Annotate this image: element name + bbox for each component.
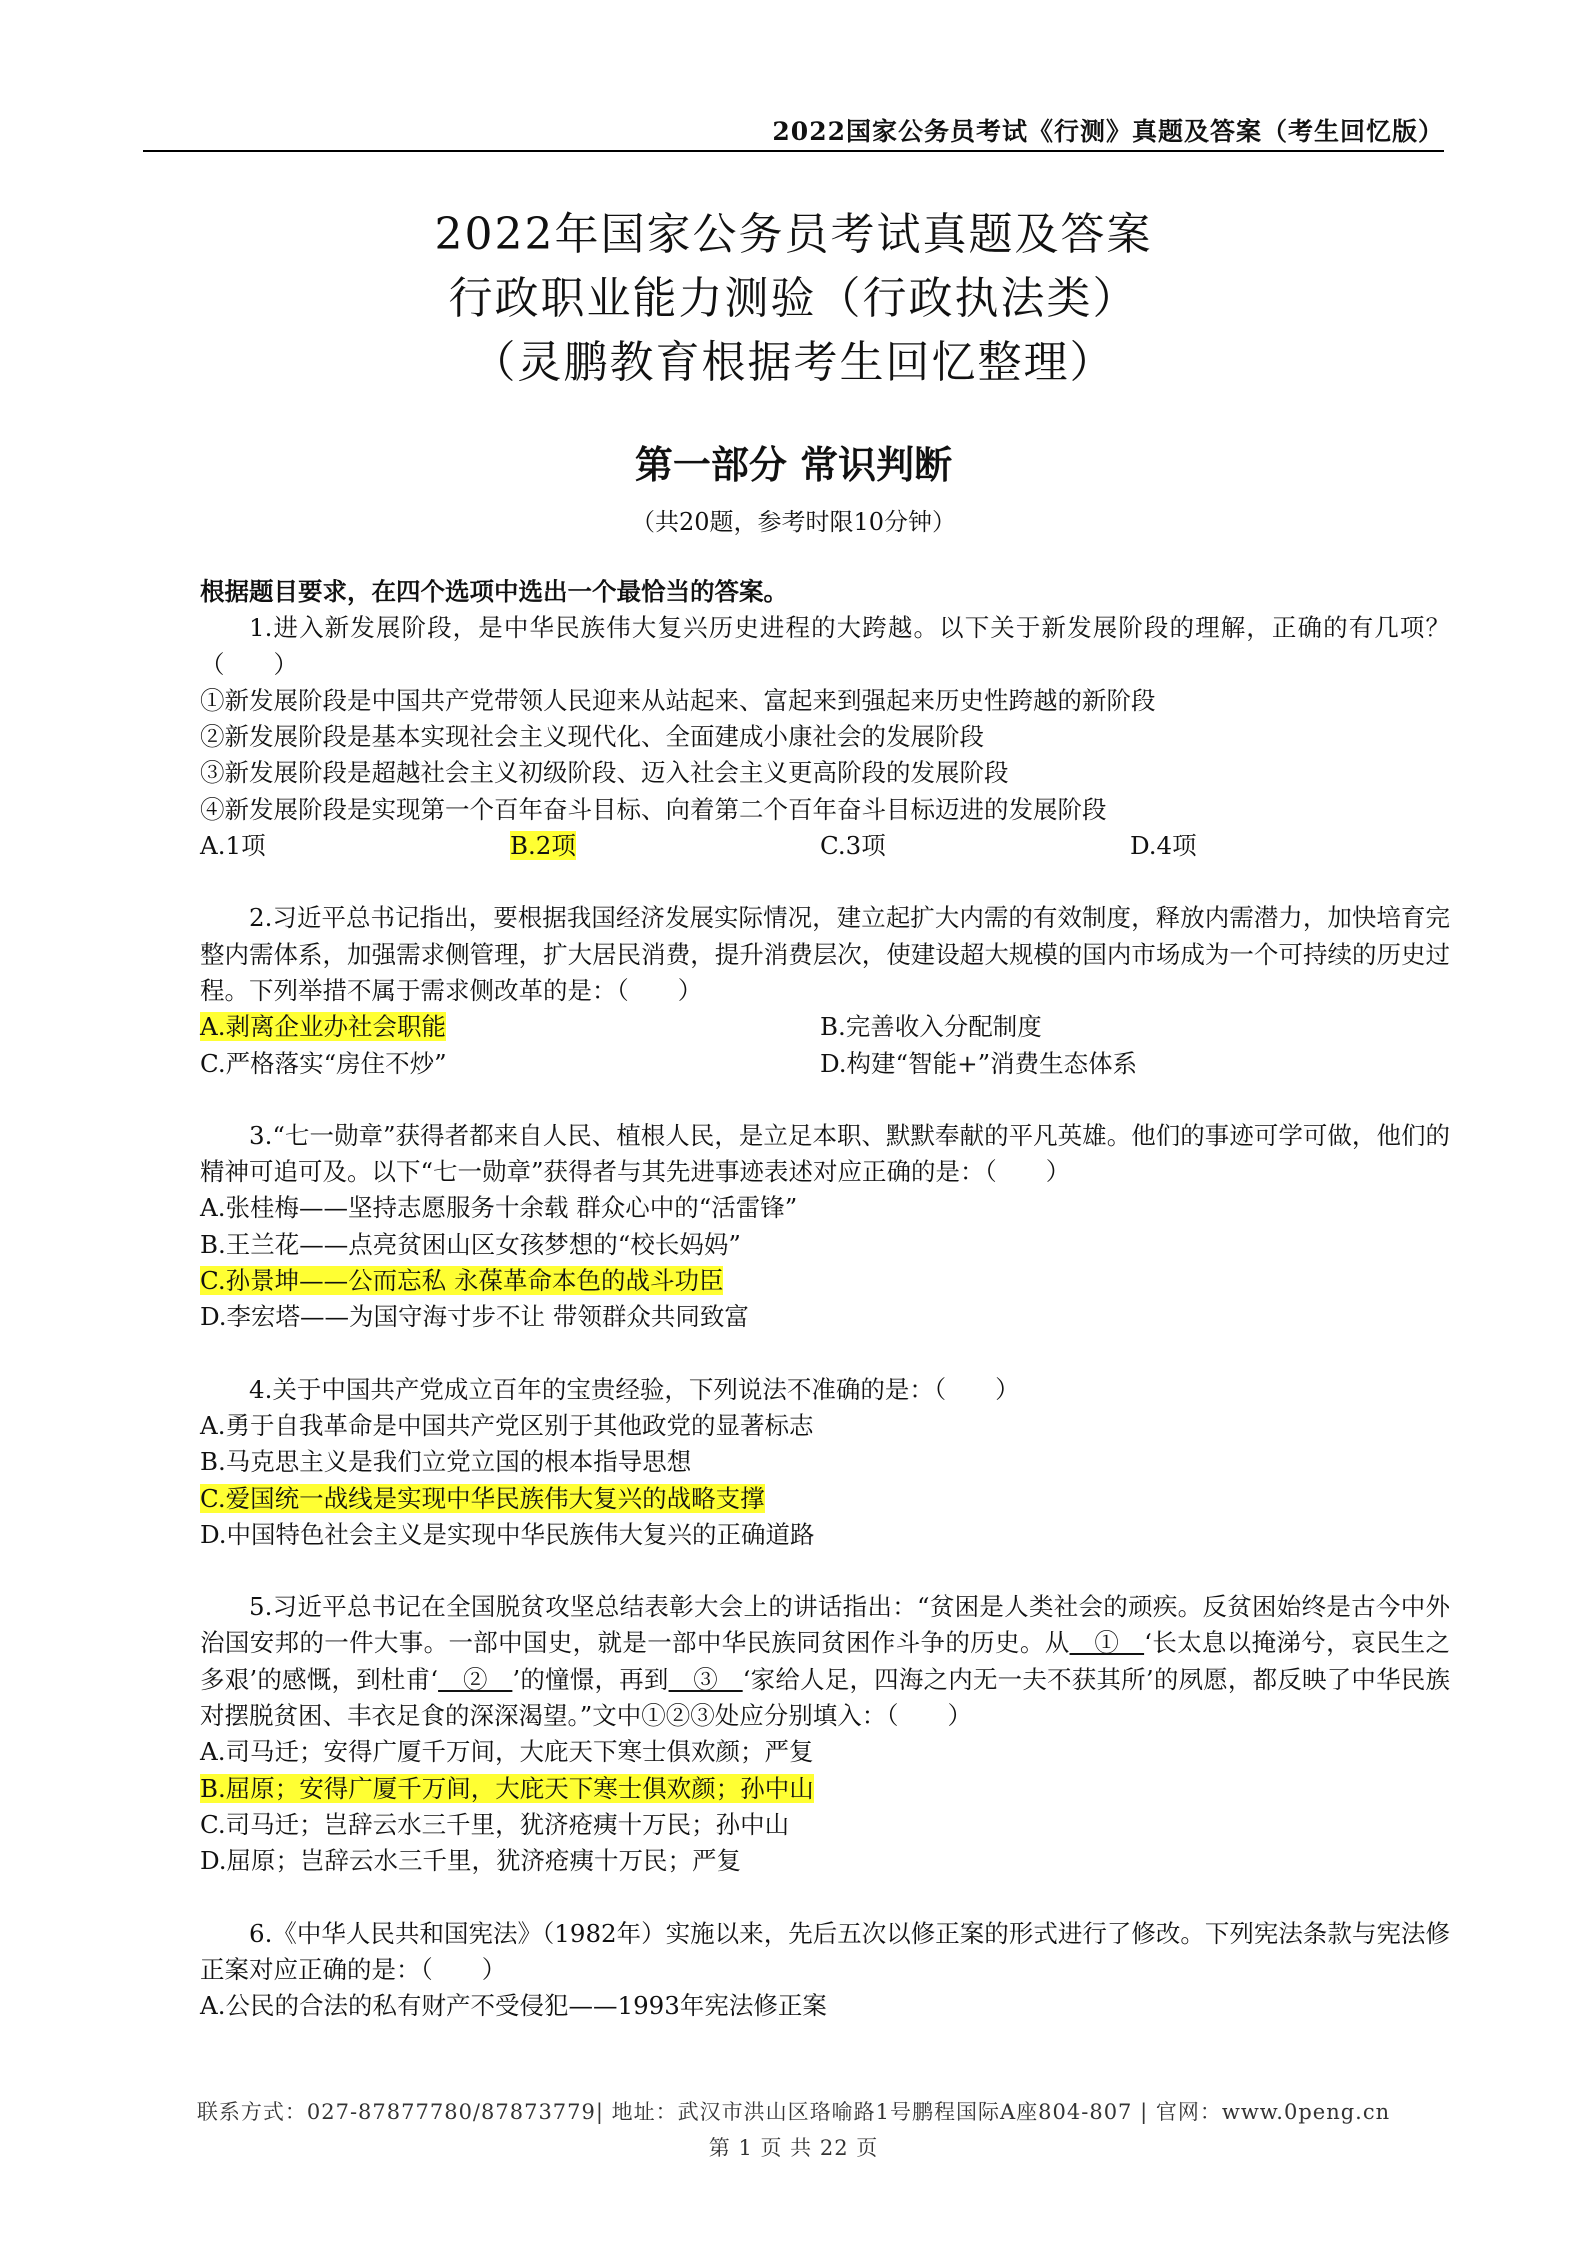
header-divider	[143, 150, 1444, 152]
q1-option-a: A.1项	[200, 831, 266, 861]
q1-option-c: C.3项	[820, 831, 886, 861]
q5-option-d: D.屈原；岂辞云水三千里，犹济疮痍十万民；严复	[200, 1846, 742, 1876]
q4-option-b: B.马克思主义是我们立党立国的根本指导思想	[200, 1447, 692, 1477]
q3-option-b: B.王兰花——点亮贫困山区女孩梦想的“校长妈妈”	[200, 1229, 741, 1259]
q5-option-c: C.司马迁；岂辞云水三千里，犹济疮痍十万民；孙中山	[200, 1809, 790, 1839]
instruction: 根据题目要求，在四个选项中选出一个最恰当的答案。	[200, 577, 788, 606]
q2-stem: 2.习近平总书记指出，要根据我国经济发展实际情况，建立起扩大内需的有效制度，释放内需潜力，加快培育完整内需体系，加强需求侧管理，扩大居民消费，提升消费层次，使建设超大规模的国内市场成为一个可持续的历史过程。下列举措不属于需求侧改革的是：（ ）	[200, 903, 1450, 1005]
q5-blank-1: ①	[1069, 1628, 1145, 1658]
q3-option-c-answer: C.孙景坤——公而忘私 永葆革命本色的战斗功臣	[200, 1266, 724, 1296]
q3-stem: 3.“七一勋章”获得者都来自人民、植根人民，是立足本职、默默奉献的平凡英雄。他们的事迹可学可做，他们的精神可追可及。以下“七一勋章”获得者与其先进事迹表述对应正确的是：（ ）	[200, 1120, 1450, 1187]
q4-stem: 4.关于中国共产党成立百年的宝贵经验，下列说法不准确的是：（ ）	[249, 1374, 1020, 1404]
q5-blank-2: ②	[438, 1664, 513, 1694]
q1-option-b-answer: B.2项	[510, 831, 576, 861]
section-title: 第一部分 常识判断	[634, 442, 953, 487]
doc-title-line-1: 2022年国家公务员考试真题及答案	[434, 209, 1153, 260]
q1-item: ②新发展阶段是基本实现社会主义现代化、全面建成小康社会的发展阶段	[200, 722, 984, 752]
q2-option-b: B.完善收入分配制度	[820, 1012, 1042, 1042]
q1-options	[200, 828, 1450, 864]
q5-stem: 5.习近平总书记在全国脱贫攻坚总结表彰大会上的讲话指出：“贫困是人类社会的顽疾。反贫困始终是古今中外治国安邦的一件大事。一部中国史，就是一部中华民族同贫困作斗争的历史。从 ① ‘长太息以掩涕兮，哀民生之多艰’的感慨，到杜甫‘ ② ’的憧憬，再到 ③ ‘家给人足，四海之内无一夫不获其所’的夙愿，都反映了中华民族对摆脱贫困、丰衣足食的深深渴望。”文中①②③处应分别填入：（ ）	[200, 1592, 1451, 1731]
q4-option-a: A.勇于自我革命是中国共产党区别于其他政党的显著标志	[200, 1410, 814, 1440]
q5-blank-3: ③	[668, 1664, 743, 1694]
q6-option-a: A.公民的合法的私有财产不受侵犯——1993年宪法修正案	[200, 1991, 827, 2021]
q1-item: ④新发展阶段是实现第一个百年奋斗目标、向着第二个百年奋斗目标迈进的发展阶段	[200, 794, 1107, 824]
q1-stem: 1.进入新发展阶段，是中华民族伟大复兴历史进程的大跨越。以下关于新发展阶段的理解，正确的有几项？（ ）	[200, 613, 1450, 679]
running-header: 2022国家公务员考试《行测》真题及答案（考生回忆版）	[772, 117, 1444, 146]
q1-item: ①新发展阶段是中国共产党带领人民迎来从站起来、富起来到强起来历史性跨越的新阶段	[200, 685, 1156, 715]
q2-option-d: D.构建“智能+”消费生态体系	[820, 1048, 1138, 1078]
footer-page-number: 第 1 页 共 22 页	[708, 2136, 879, 2160]
q6-stem: 6.《中华人民共和国宪法》（1982年）实施以来，先后五次以修正案的形式进行了修改。下列宪法条款与宪法修正案对应正确的是：（ ）	[200, 1918, 1450, 1984]
q5-option-b-answer: B.屈原；安得广厦千万间，大庇天下寒士俱欢颜；孙中山	[200, 1773, 814, 1803]
q5-option-a: A.司马迁；安得广厦千万间，大庇天下寒士俱欢颜；严复	[200, 1737, 814, 1767]
doc-title-line-3: （灵鹏教育根据考生回忆整理）	[471, 337, 1116, 388]
q1-option-d: D.4项	[1130, 831, 1197, 861]
doc-title-line-2: 行政职业能力测验（行政执法类）	[448, 273, 1139, 324]
section-subtitle: （共20题，参考时限10分钟）	[630, 508, 957, 536]
question-body	[200, 574, 1450, 2024]
footer-contact: 联系方式：027-87877780/87873779| 地址：武汉市洪山区珞喻路1号鹏程国际A座804-807 | 官网：www.0peng.cn	[196, 2100, 1391, 2124]
q1-item: ③新发展阶段是超越社会主义初级阶段、迈入社会主义更高阶段的发展阶段	[200, 758, 1009, 788]
q3-option-a: A.张桂梅——坚持志愿服务十余载 群众心中的“活雷锋”	[200, 1193, 798, 1223]
q2-options-row-2	[200, 1046, 1450, 1082]
q4-option-c-answer: C.爱国统一战线是实现中华民族伟大复兴的战略支撑	[200, 1483, 765, 1513]
q4-option-d: D.中国特色社会主义是实现中华民族伟大复兴的正确道路	[200, 1519, 815, 1549]
q3-option-d: D.李宏塔——为国守海寸步不让 带领群众共同致富	[200, 1302, 749, 1332]
q2-option-a-answer: A.剥离企业办社会职能	[200, 1012, 446, 1042]
q2-options-row-1	[200, 1009, 1450, 1045]
q2-option-c: C.严格落实“房住不炒”	[200, 1048, 447, 1078]
